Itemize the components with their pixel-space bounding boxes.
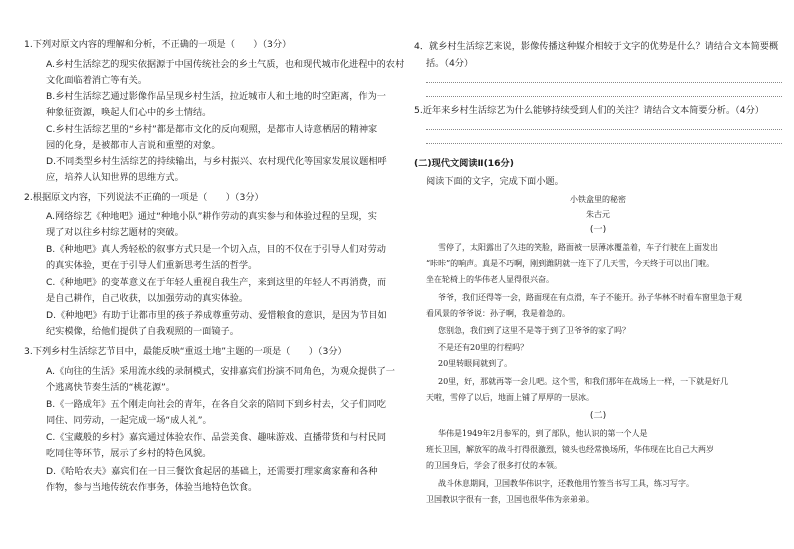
q3-option-a-cont: 个逃离快节奏生活的“桃花源”。 <box>46 382 175 393</box>
q1-stem: 1.下列对原文内容的理解和分析，不正确的一项是（ ）（3分） <box>24 39 292 50</box>
q1-option-a-cont: 文化面临着消亡等有关。 <box>46 75 148 86</box>
q3-option-d-cont: 作物，参与当地传统农作事务，体验当地特色饮食。 <box>46 482 258 493</box>
answer-line[interactable] <box>426 82 782 83</box>
story-paragraph: 爷爷，我们还得等一会，路面现在有点滑，车子不能开。孙子华林不时看车窗里急于观 <box>438 293 742 302</box>
q1-option-c-cont: 园的化身，是被都市人言说和重塑的对象。 <box>46 140 221 151</box>
q2-stem: 2.根据原文内容，下列说法不正确的一项是（ ）（3分） <box>24 192 264 203</box>
q3-option-c-cont: 吃同住等环节，展示了乡村的特色风貌。 <box>46 448 212 459</box>
q1-option-c: C.乡村生活综艺里的“乡村”都是都市文化的反向观照，是都市人诗意栖居的精神家 <box>46 124 378 135</box>
story-paragraph: 战斗休息期间，卫国教华伟识字，还教他用竹签当书写工具，练习写字。 <box>438 479 694 488</box>
story-paragraph-cont: 看风景的爷爷说：孙子啊，我是着急的。 <box>426 309 570 318</box>
q5-stem: 5.近年来乡村生活综艺为什么能够持续受到人们的关注？请结合文本简要分析。（4分） <box>414 105 764 116</box>
q2-option-c: C.《种地吧》的变革意义在于年轻人重视自我生产，来到这里的年轻人不再消费，而 <box>46 277 387 288</box>
story-paragraph-cont: 天啦，雪停了以后，地面上铺了厚厚的一层冰。 <box>426 393 594 402</box>
q2-option-c-cont: 是自己耕作，自己收获，以加强劳动的真实体验。 <box>46 293 249 304</box>
story-paragraph: 您别急，我们到了这里不是等于到了卫爷爷的家了吗？ <box>438 326 630 335</box>
q1-option-d: D.不同类型乡村生活综艺的持续输出，与乡村振兴、农村现代化等国家发展议题相呼 <box>46 156 387 167</box>
story-paragraph-cont: “咔咔”的响声。真是不巧啊，刚到潍阴就一连下了几天雪，今天终于可以出门啦。 <box>426 259 715 268</box>
q2-option-a: A.网络综艺《种地吧》通过“种地小队”耕作劳动的真实参与和体验过程的呈现，实 <box>46 211 377 222</box>
q3-stem: 3.下列乡村生活综艺节目中，最能反映“重返土地”主题的一项是（ ）（3分） <box>24 346 347 357</box>
q1-option-b-cont: 种象征资源，唤起人们心中的乡土情结。 <box>46 107 212 118</box>
story-paragraph: 20里，好，那就再等一会儿吧。这个雪，和我们那年在战场上一样，一下就是好几 <box>438 377 729 386</box>
q2-option-d: D.《种地吧》有助于让都市里的孩子养成尊重劳动、爱惜粮食的意识，是因为节目如 <box>46 310 387 321</box>
story-paragraph-cont: 班长卫国，解放军的战斗打得很激烈，镜头也经常换场所，华伟现在比自己大两岁 <box>426 445 714 454</box>
q3-option-b: B.《一路成年》五个刚走向社会的青年，在各自父亲的陪同下到乡村去，父子们同吃 <box>46 399 386 410</box>
story-paragraph-cont: 卫国教识字很有一套，卫国也很华伟为亲弟弟。 <box>426 495 594 504</box>
q1-option-d-cont: 应，培养人认知世界的思维方式。 <box>46 172 184 183</box>
instruction: 阅读下面的文字，完成下面小题。 <box>426 176 564 187</box>
q4-stem: 4．就乡村生活综艺来说，影像传播这种媒介相较于文字的优势是什么？请结合文本简要概 <box>414 41 779 52</box>
answer-line[interactable] <box>426 143 782 144</box>
q2-option-b-cont: 的真实体验，更在于引导人们重新思考生活的哲学。 <box>46 260 258 271</box>
story-paragraph: 雪停了，太阳露出了久违的笑脸，路面被一层薄冰覆盖着，车子行驶在上面发出 <box>438 243 718 252</box>
story-paragraph: 不是还有20里的行程吗？ <box>438 343 529 352</box>
answer-line[interactable] <box>426 96 782 97</box>
part-two-heading: (二) <box>589 410 607 421</box>
q2-option-a-cont: 现了对以往乡村综艺题材的突破。 <box>46 227 184 238</box>
story-paragraph-cont: 坐在轮椅上的华伟老人显得很兴奋。 <box>426 275 554 284</box>
q3-option-d: D.《哈哈农夫》嘉宾们在一日三餐饮食起居的基础上，还需要打理家禽家畜和各种 <box>46 466 378 477</box>
story-paragraph: 20里转眼间就到了。 <box>438 359 513 368</box>
q3-option-b-cont: 同住、同劳动，一起完成一场“成人礼”。 <box>46 415 212 426</box>
q1-option-a: A.乡村生活综艺的现实依据源于中国传统社会的乡土气质，也和现代城市化进程中的农村 <box>46 59 405 70</box>
story-title: 小铁盒里的秘密 <box>570 195 626 204</box>
q3-option-a: A.《向往的生活》采用流水线的录制模式，安排嘉宾们扮演不同角色，为观众提供了一 <box>46 366 395 377</box>
section-title: (二)现代文阅读Ⅱ(16分) <box>414 158 514 169</box>
answer-line[interactable] <box>426 129 782 130</box>
q3-option-c: C.《宝藏般的乡村》嘉宾通过体验农作、品尝美食、趣味游戏、直播带货和与村民同 <box>46 432 387 443</box>
story-paragraph: 华伟是1949年2月参军的，到了部队，他认识的第一个人是 <box>438 429 648 438</box>
q2-option-b: B.《种地吧》真人秀轻松的叙事方式只是一个切入点，目的不仅在于引导人们对劳动 <box>46 244 386 255</box>
q1-option-b: B.乡村生活综艺通过影像作品呈现乡村生活，拉近城市人和土地的时空距离，作为一 <box>46 91 386 102</box>
story-paragraph-cont: 的卫国身后，学会了很多打仗的本领。 <box>426 461 562 470</box>
q4-stem-cont: 括。（4分） <box>426 58 474 69</box>
author: 朱古元 <box>586 210 610 219</box>
part-one-heading: (一) <box>589 224 607 235</box>
q2-option-d-cont: 纪实模像，给他们提供了自我观照的一面镜子。 <box>46 326 239 337</box>
